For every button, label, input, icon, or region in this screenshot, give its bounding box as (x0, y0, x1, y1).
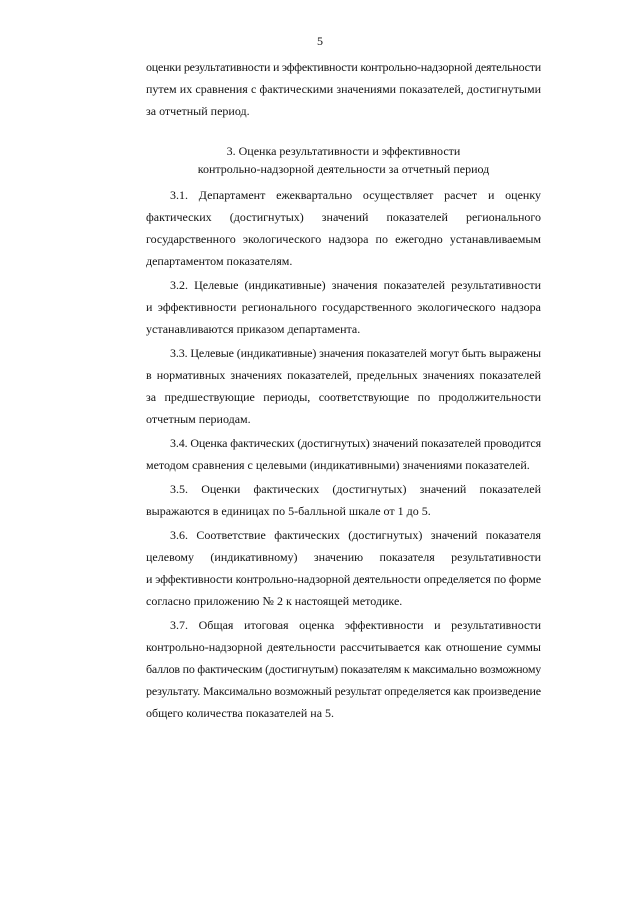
paragraph-line: 3.7. Общая итоговая оценка эффективности и результативности (170, 618, 541, 632)
paragraph-line: 3.2. Целевые (индикативные) значения показателей результативности (170, 278, 541, 292)
paragraph-line: результату. Максимально возможный результат определяется как произведение (146, 684, 541, 698)
paragraph-line: общего количества показателей на 5. (146, 706, 335, 720)
paragraph-line: за предшествующие периоды, соответствующие по продолжительности (146, 390, 541, 404)
paragraph-line: целевому (индикативному) значению показателя результативности (146, 550, 541, 564)
section-title-line: контрольно-надзорной деятельности за отчетный период (197, 162, 490, 176)
paragraph-line: государственного экологического надзора по ежегодно устанавливаемым (146, 232, 541, 246)
paragraph-line: в нормативных значениях показателей, предельных значениях показателей (146, 368, 541, 382)
paragraph (146, 184, 541, 272)
section-title-line: 3. Оценка результативности и эффективности (226, 144, 461, 158)
paragraph-line: 3.3. Целевые (индикативные) значения показателей могут быть выражены (170, 346, 541, 360)
section-title (146, 142, 541, 178)
paragraph-list (146, 184, 541, 724)
paragraph-line: выражаются в единицах по 5-балльной шкале от 1 до 5. (146, 504, 431, 518)
intro-paragraph (146, 56, 541, 122)
page-number: 5 (317, 34, 323, 48)
intro-line: оценки результативности и эффективности контрольно-надзорной деятельности (146, 60, 541, 74)
paragraph (146, 524, 541, 612)
paragraph (146, 274, 541, 340)
paragraph (146, 478, 541, 522)
paragraph-line: баллов по фактическим (достигнутым) показателям к максимально возможному (146, 662, 541, 676)
paragraph-line: контрольно-надзорной деятельности рассчитывается как отношение суммы (146, 640, 541, 654)
paragraph-line: согласно приложению № 2 к настоящей методике. (146, 594, 403, 608)
paragraph-line: и эффективности контрольно-надзорной деятельности определяется по форме (146, 572, 541, 586)
paragraph-line: и эффективности регионального государственного экологического надзора (146, 300, 541, 314)
document-body (146, 56, 541, 724)
paragraph-line: методом сравнения с целевыми (индикативными) значениями показателей. (146, 458, 530, 472)
paragraph (146, 614, 541, 724)
paragraph-line: 3.4. Оценка фактических (достигнутых) значений показателей проводится (170, 436, 541, 450)
paragraph (146, 342, 541, 430)
intro-line: за отчетный период. (146, 104, 250, 118)
paragraph-line: фактических (достигнутых) значений показателей регионального (146, 210, 541, 224)
paragraph-line: департаментом показателям. (146, 254, 293, 268)
paragraph (146, 432, 541, 476)
paragraph-line: устанавливаются приказом департамента. (146, 322, 361, 336)
intro-line: путем их сравнения с фактическими значениями показателей, достигнутыми (146, 82, 541, 96)
paragraph-line: 3.5. Оценки фактических (достигнутых) значений показателей (170, 482, 541, 496)
paragraph-line: отчетным периодам. (146, 412, 251, 426)
paragraph-line: 3.1. Департамент ежеквартально осуществляет расчет и оценку (170, 188, 541, 202)
paragraph-line: 3.6. Соответствие фактических (достигнутых) значений показателя (170, 528, 541, 542)
